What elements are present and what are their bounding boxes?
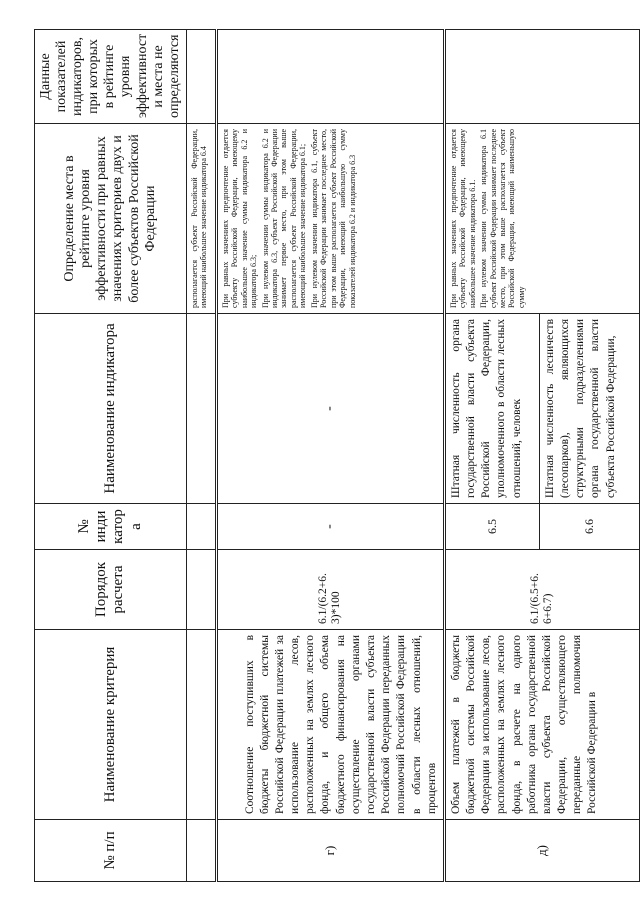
- header-order: Порядок расчета: [35, 550, 187, 630]
- criteria-table: [34, 29, 640, 882]
- indicator-name: Штатная численность органа государственной власти субъекта Российской Федерации, уполномоченного в области лесных отношений, человек: [444, 314, 539, 504]
- carry-cell-no-data: [186, 30, 216, 124]
- row-num: г): [216, 820, 444, 882]
- indicator-number: -: [216, 504, 444, 550]
- carry-cell-ind-name: [186, 314, 216, 504]
- carry-over-row: [186, 30, 216, 882]
- place-rule: [444, 124, 639, 314]
- header-no-data: Данные показателей индикаторов, при которых в рейтинге уровня эффективност и места не определяются: [35, 30, 187, 124]
- header-indicator-name: Наименование индикатора: [35, 314, 187, 504]
- carry-cell-ind-num: [186, 504, 216, 550]
- table-row: [444, 30, 539, 882]
- header-num: № п/п: [35, 820, 187, 882]
- place-rule-paragraph: При равных значениях предпочтение отдается субъекту Российской Федерации, имеющему наибольшее значение суммы индикатора 6.2 и индикатора 6.3;: [220, 129, 259, 308]
- header-place: Определение места в рейтинге уровня эффективности при равных значениях критериев двух и более субъектов Российской Федерации: [35, 124, 187, 314]
- indicator-number: 6.6: [539, 504, 639, 550]
- criterion-text: Соотношение поступивших в бюджеты бюджетной системы Российской Федерации платежей за использование лесов, расположенных на землях лесного фонда, и общего объема бюджетного финансирования на осуществление органами государственной власти субъекта Российской Федерации переданных полномочий Российской Федерации в области лесных отношений, процентов: [216, 630, 444, 820]
- place-rule-paragraph: При нулевом значении суммы индикатора 6.1 субъект Российской Федерации занимает последнее место, при этом выше располагается субъект Российской Федерации, имеющий наименьшую сумму: [479, 129, 526, 308]
- carry-cell-num: [186, 820, 216, 882]
- indicator-name: Штатная численность лесничеств (лесопарков), являющихся структурными подразделениями органа государственной власти субъекта Российской Федерации,: [539, 314, 639, 504]
- calculation-order: 6.1/(6.5+6. 6+6.7): [444, 550, 639, 630]
- carry-cell-order: [186, 550, 216, 630]
- header-indicator-num: № инди катор а: [35, 504, 187, 550]
- criterion-text: Объем платежей в бюджеты бюджетной системы Российской Федерации за использование лесов, расположенных на землях лесного фонда, в расчете на одного работника органа государственной власти субъекта Российской Федерации, осуществляющего переданные полномочия Российской Федерации в: [444, 630, 639, 820]
- header-row: [35, 30, 187, 882]
- indicator-name: -: [216, 314, 444, 504]
- place-rule-paragraph: При равных значениях предпочтение отдается субъекту Российской Федерации, имеющему наибольшее значение индикатора 6.1.: [448, 129, 477, 308]
- carry-cell-place: располагается субъект Российской Федерации, имеющий наибольшее значение индикатора 6.4: [186, 124, 216, 314]
- header-criterion: Наименование критерия: [35, 630, 187, 820]
- place-rule-paragraph: При нулевом значении суммы индикатора 6.2 и индикатора 6.3, субъект Российской Федерации занимает первое место, при этом выше располагается субъект Российской Федерации, имеющий наибольшее значение индикатора 6.1;: [260, 129, 308, 308]
- place-rule-paragraph: При нулевом значении индикатора 6.1, субъект Российской Федерации занимает последнее место, при этом выше располагается субъект Российской Федерации, имеющий наибольшую сумму показателей индикатора 6.2 и индикатора 6.3: [309, 129, 357, 308]
- calculation-order: 6.1/(6.2+6. 3)*100: [216, 550, 444, 630]
- table-row: [216, 30, 444, 882]
- carry-cell-criterion: [186, 630, 216, 820]
- indicator-number: 6.5: [444, 504, 539, 550]
- row-num: д): [444, 820, 639, 882]
- no-data-cell: [216, 30, 444, 124]
- no-data-cell: [444, 30, 639, 124]
- place-rule: [216, 124, 444, 314]
- criteria-table-rotated: [34, 30, 617, 882]
